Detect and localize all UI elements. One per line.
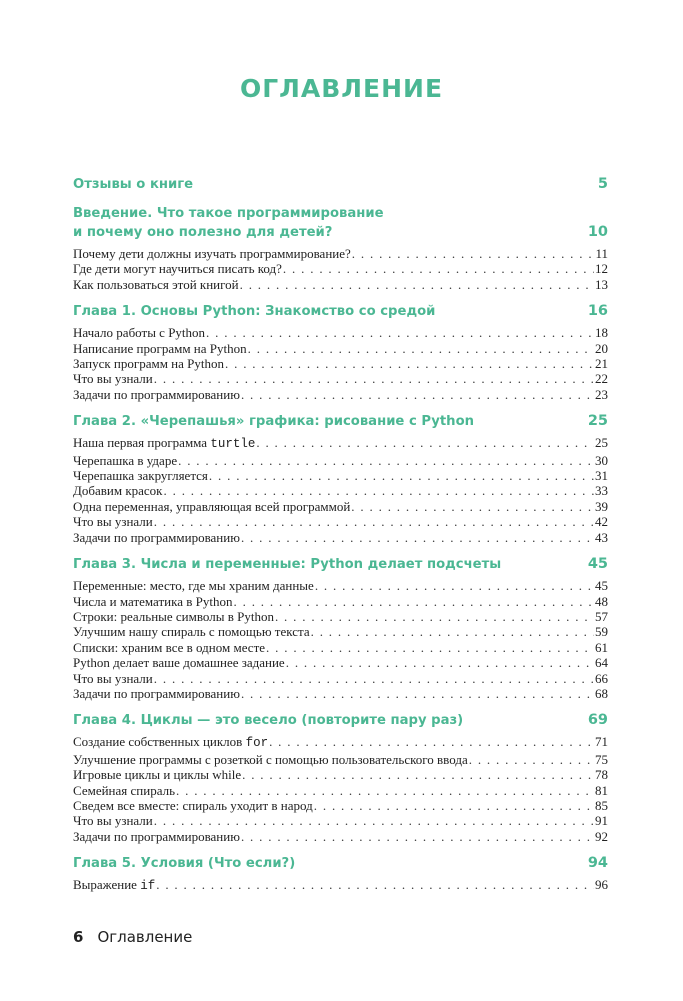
toc-section[interactable] bbox=[73, 277, 608, 292]
dot-leader bbox=[283, 261, 594, 276]
section-page-number: 81 bbox=[595, 782, 608, 798]
section-title-text: Добавим красок bbox=[73, 483, 163, 499]
section-title bbox=[73, 624, 310, 639]
section-page-number: 25 bbox=[595, 435, 608, 451]
section-page-number: 85 bbox=[595, 797, 608, 813]
dot-leader bbox=[209, 468, 594, 483]
section-title bbox=[73, 578, 314, 593]
section-title-text: Почему дети должны изучать программирование? bbox=[73, 246, 351, 261]
section-page-number: 91 bbox=[595, 813, 608, 829]
section-title bbox=[73, 246, 351, 261]
section-title bbox=[73, 499, 350, 514]
section-title-text: Черепашка закругляется bbox=[73, 468, 208, 484]
section-title-text: Что вы узнали bbox=[73, 514, 153, 530]
dot-leader bbox=[315, 578, 594, 593]
chapter-page-number: 10 bbox=[587, 224, 608, 240]
section-page-number: 64 bbox=[595, 655, 608, 671]
section-title bbox=[73, 594, 233, 609]
section-title bbox=[73, 752, 468, 767]
section-page-number: 31 bbox=[595, 468, 608, 484]
chapter-page-number: 69 bbox=[587, 712, 608, 729]
toc-section[interactable] bbox=[73, 499, 608, 514]
section-page-number: 18 bbox=[595, 325, 608, 341]
chapter-page-number: 25 bbox=[587, 413, 608, 430]
section-title-text: Python делает ваше домашнее задание bbox=[73, 655, 285, 671]
section-page-number: 45 bbox=[595, 578, 608, 594]
toc-section[interactable] bbox=[73, 877, 608, 894]
section-title-text: Одна переменная, управляющая всей программой bbox=[73, 498, 351, 514]
section-title-text: Задачи по программированию bbox=[73, 529, 240, 545]
section-title bbox=[73, 813, 153, 828]
chapter-title: Отзывы о книге bbox=[73, 177, 194, 192]
section-title-text: Начало работы с Python bbox=[73, 325, 206, 341]
toc-section[interactable] bbox=[73, 371, 608, 386]
dot-leader bbox=[178, 453, 594, 468]
section-title bbox=[73, 261, 282, 276]
toc-section[interactable] bbox=[73, 624, 608, 639]
section-page-number: 92 bbox=[595, 828, 608, 844]
section-page-number: 30 bbox=[595, 452, 608, 468]
toc-chapter[interactable] bbox=[73, 555, 608, 574]
dot-leader bbox=[225, 356, 594, 371]
dot-leader bbox=[241, 387, 594, 402]
section-title-text: Строки: реальные символы в Python bbox=[73, 608, 274, 624]
toc-section[interactable] bbox=[73, 640, 608, 655]
toc-section[interactable] bbox=[73, 341, 608, 356]
page-title: ОГЛАВЛЕНИЕ bbox=[239, 74, 444, 103]
section-title bbox=[73, 640, 265, 655]
section-title bbox=[73, 277, 239, 292]
section-title bbox=[73, 609, 274, 624]
section-title-text: Создание собственных циклов bbox=[73, 734, 246, 750]
section-title-text: Что вы узнали bbox=[73, 670, 153, 686]
section-title bbox=[73, 783, 175, 798]
dot-leader bbox=[154, 371, 594, 386]
dot-leader bbox=[206, 325, 594, 340]
dot-leader bbox=[469, 752, 594, 767]
section-page-number: 21 bbox=[595, 356, 608, 372]
section-title bbox=[73, 453, 177, 468]
section-page-number: 57 bbox=[595, 608, 608, 624]
toc-section[interactable] bbox=[73, 752, 608, 767]
toc-chapter[interactable] bbox=[73, 302, 608, 321]
section-page-number: 61 bbox=[595, 639, 608, 655]
section-code-keyword: for bbox=[245, 736, 269, 751]
section-title-text: Наша первая программа bbox=[73, 435, 211, 451]
section-code-keyword: turtle bbox=[210, 437, 256, 452]
toc-chapter[interactable] bbox=[73, 412, 608, 431]
section-title bbox=[73, 356, 224, 371]
toc-section[interactable] bbox=[73, 246, 608, 261]
dot-leader bbox=[241, 686, 594, 701]
dot-leader bbox=[248, 341, 594, 356]
section-title-text: Переменные: место, где мы храним данные bbox=[73, 578, 314, 594]
section-title-text: Задачи по программированию bbox=[73, 828, 240, 844]
section-page-number: 71 bbox=[595, 734, 608, 750]
dot-leader bbox=[156, 877, 594, 892]
dot-leader bbox=[154, 514, 594, 529]
section-title-text: Что вы узнали bbox=[73, 813, 153, 829]
toc-section[interactable] bbox=[73, 686, 608, 701]
section-title bbox=[73, 468, 208, 483]
section-title-text: Черепашка в ударе bbox=[73, 452, 178, 468]
section-title bbox=[73, 686, 240, 701]
section-title-text: Улучшение программы с розеткой с помощью пользовательского ввода bbox=[73, 751, 468, 767]
dot-leader bbox=[269, 734, 594, 749]
toc-section[interactable] bbox=[73, 261, 608, 276]
chapter-title: Глава 4. Циклы — это весело (повторите пару раз) bbox=[73, 713, 464, 729]
dot-leader bbox=[164, 483, 595, 498]
section-page-number: 42 bbox=[595, 514, 608, 530]
section-page-number: 66 bbox=[595, 670, 608, 686]
toc-section[interactable] bbox=[73, 609, 608, 624]
toc-section[interactable] bbox=[73, 514, 608, 529]
section-title-text: Где дети могут научиться писать код? bbox=[73, 261, 282, 277]
chapter-page-number: 5 bbox=[597, 176, 608, 192]
section-page-number: 11 bbox=[595, 246, 608, 261]
toc-chapter[interactable] bbox=[73, 175, 608, 194]
section-title-text: Сведем все вместе: спираль уходит в народ bbox=[73, 797, 313, 813]
dot-leader bbox=[314, 798, 594, 813]
toc-section[interactable] bbox=[73, 325, 608, 340]
section-title-text: Как пользоваться этой книгой bbox=[73, 276, 239, 292]
toc-section[interactable] bbox=[73, 671, 608, 686]
toc-section[interactable] bbox=[73, 829, 608, 844]
toc-section[interactable] bbox=[73, 468, 608, 483]
section-page-number: 59 bbox=[595, 624, 608, 640]
section-page-number: 33 bbox=[595, 483, 608, 499]
section-title bbox=[73, 798, 313, 813]
section-page-number: 48 bbox=[595, 593, 608, 609]
toc-chapter[interactable] bbox=[73, 854, 608, 873]
section-title bbox=[73, 514, 153, 529]
section-page-number: 68 bbox=[595, 685, 608, 701]
dot-leader bbox=[154, 671, 594, 686]
toc-section[interactable] bbox=[73, 783, 608, 798]
section-title bbox=[73, 767, 241, 782]
section-title-text: Выражение bbox=[73, 877, 141, 893]
section-title bbox=[73, 387, 240, 402]
section-title-text: Улучшим нашу спираль с помощью текста bbox=[73, 624, 310, 640]
section-page-number: 39 bbox=[595, 498, 608, 514]
toc-section[interactable] bbox=[73, 387, 608, 402]
footer-page-number: 6 bbox=[73, 928, 84, 946]
section-title-text: Списки: храним все в одном месте bbox=[73, 639, 266, 655]
section-page-number: 13 bbox=[595, 276, 608, 292]
dot-leader bbox=[286, 655, 594, 670]
table-of-contents bbox=[73, 175, 608, 895]
dot-leader bbox=[352, 246, 595, 261]
chapter-title: Глава 1. Основы Python: Знакомство со средой bbox=[73, 304, 436, 320]
section-title bbox=[73, 325, 205, 340]
toc-section[interactable] bbox=[73, 453, 608, 468]
section-title bbox=[73, 341, 247, 356]
dot-leader bbox=[176, 783, 594, 798]
section-title bbox=[73, 483, 163, 498]
dot-leader bbox=[240, 277, 594, 292]
dot-leader bbox=[275, 609, 594, 624]
section-title-text: Игровые циклы и циклы while bbox=[73, 767, 242, 783]
section-page-number: 96 bbox=[595, 877, 608, 893]
section-page-number: 12 bbox=[595, 261, 608, 277]
dot-leader bbox=[266, 640, 594, 655]
dot-leader bbox=[311, 624, 594, 639]
toc-section[interactable] bbox=[73, 356, 608, 371]
section-page-number: 78 bbox=[595, 767, 608, 783]
toc-section[interactable] bbox=[73, 734, 608, 751]
section-title bbox=[73, 435, 255, 452]
toc-section[interactable] bbox=[73, 798, 608, 813]
section-title bbox=[73, 734, 268, 751]
toc-section[interactable] bbox=[73, 813, 608, 828]
toc-section[interactable] bbox=[73, 578, 608, 593]
section-title-text: Задачи по программированию bbox=[73, 386, 240, 402]
dot-leader bbox=[256, 435, 594, 450]
dot-leader bbox=[351, 499, 594, 514]
section-title bbox=[73, 655, 285, 670]
toc-section[interactable] bbox=[73, 435, 608, 452]
toc-section[interactable] bbox=[73, 655, 608, 670]
section-page-number: 23 bbox=[595, 386, 608, 402]
section-page-number: 22 bbox=[595, 371, 608, 387]
section-page-number: 43 bbox=[595, 529, 608, 545]
toc-section[interactable] bbox=[73, 483, 608, 498]
section-title-text: Что вы узнали bbox=[73, 371, 153, 387]
chapter-page-number: 45 bbox=[587, 556, 608, 573]
toc-chapter[interactable] bbox=[73, 204, 608, 242]
section-title-text: Числа и математика в Python bbox=[73, 593, 233, 609]
dot-leader bbox=[241, 530, 594, 545]
section-title bbox=[73, 371, 153, 386]
dot-leader bbox=[234, 594, 595, 609]
section-page-number: 75 bbox=[595, 751, 608, 767]
section-title-text: Написание программ на Python bbox=[73, 340, 247, 356]
chapter-title: Глава 3. Числа и переменные: Python делает подсчеты bbox=[73, 557, 502, 573]
section-title-text: Задачи по программированию bbox=[73, 685, 240, 701]
toc-chapter[interactable] bbox=[73, 711, 608, 730]
section-page-number: 20 bbox=[595, 340, 608, 356]
chapter-title: Введение. Что такое программирование и почему оно полезно для детей? bbox=[73, 206, 384, 240]
section-title bbox=[73, 877, 155, 894]
chapter-page-number: 16 bbox=[587, 303, 608, 320]
section-code-keyword: if bbox=[140, 879, 156, 894]
toc-section[interactable] bbox=[73, 767, 608, 782]
chapter-title: Глава 2. «Черепашья» графика: рисование с Python bbox=[73, 414, 475, 430]
toc-section[interactable] bbox=[73, 530, 608, 545]
section-title bbox=[73, 530, 240, 545]
chapter-page-number: 94 bbox=[587, 855, 608, 872]
section-title bbox=[73, 829, 240, 844]
section-title-text: Запуск программ на Python bbox=[73, 356, 224, 372]
dot-leader bbox=[241, 829, 594, 844]
footer-title: Оглавление bbox=[97, 928, 193, 946]
section-title bbox=[73, 671, 153, 686]
dot-leader bbox=[242, 767, 594, 782]
dot-leader bbox=[154, 813, 594, 828]
chapter-title: Глава 5. Условия (Что если?) bbox=[73, 856, 296, 872]
toc-section[interactable] bbox=[73, 594, 608, 609]
page-footer bbox=[73, 928, 192, 946]
section-title-text: Семейная спираль bbox=[73, 782, 175, 798]
